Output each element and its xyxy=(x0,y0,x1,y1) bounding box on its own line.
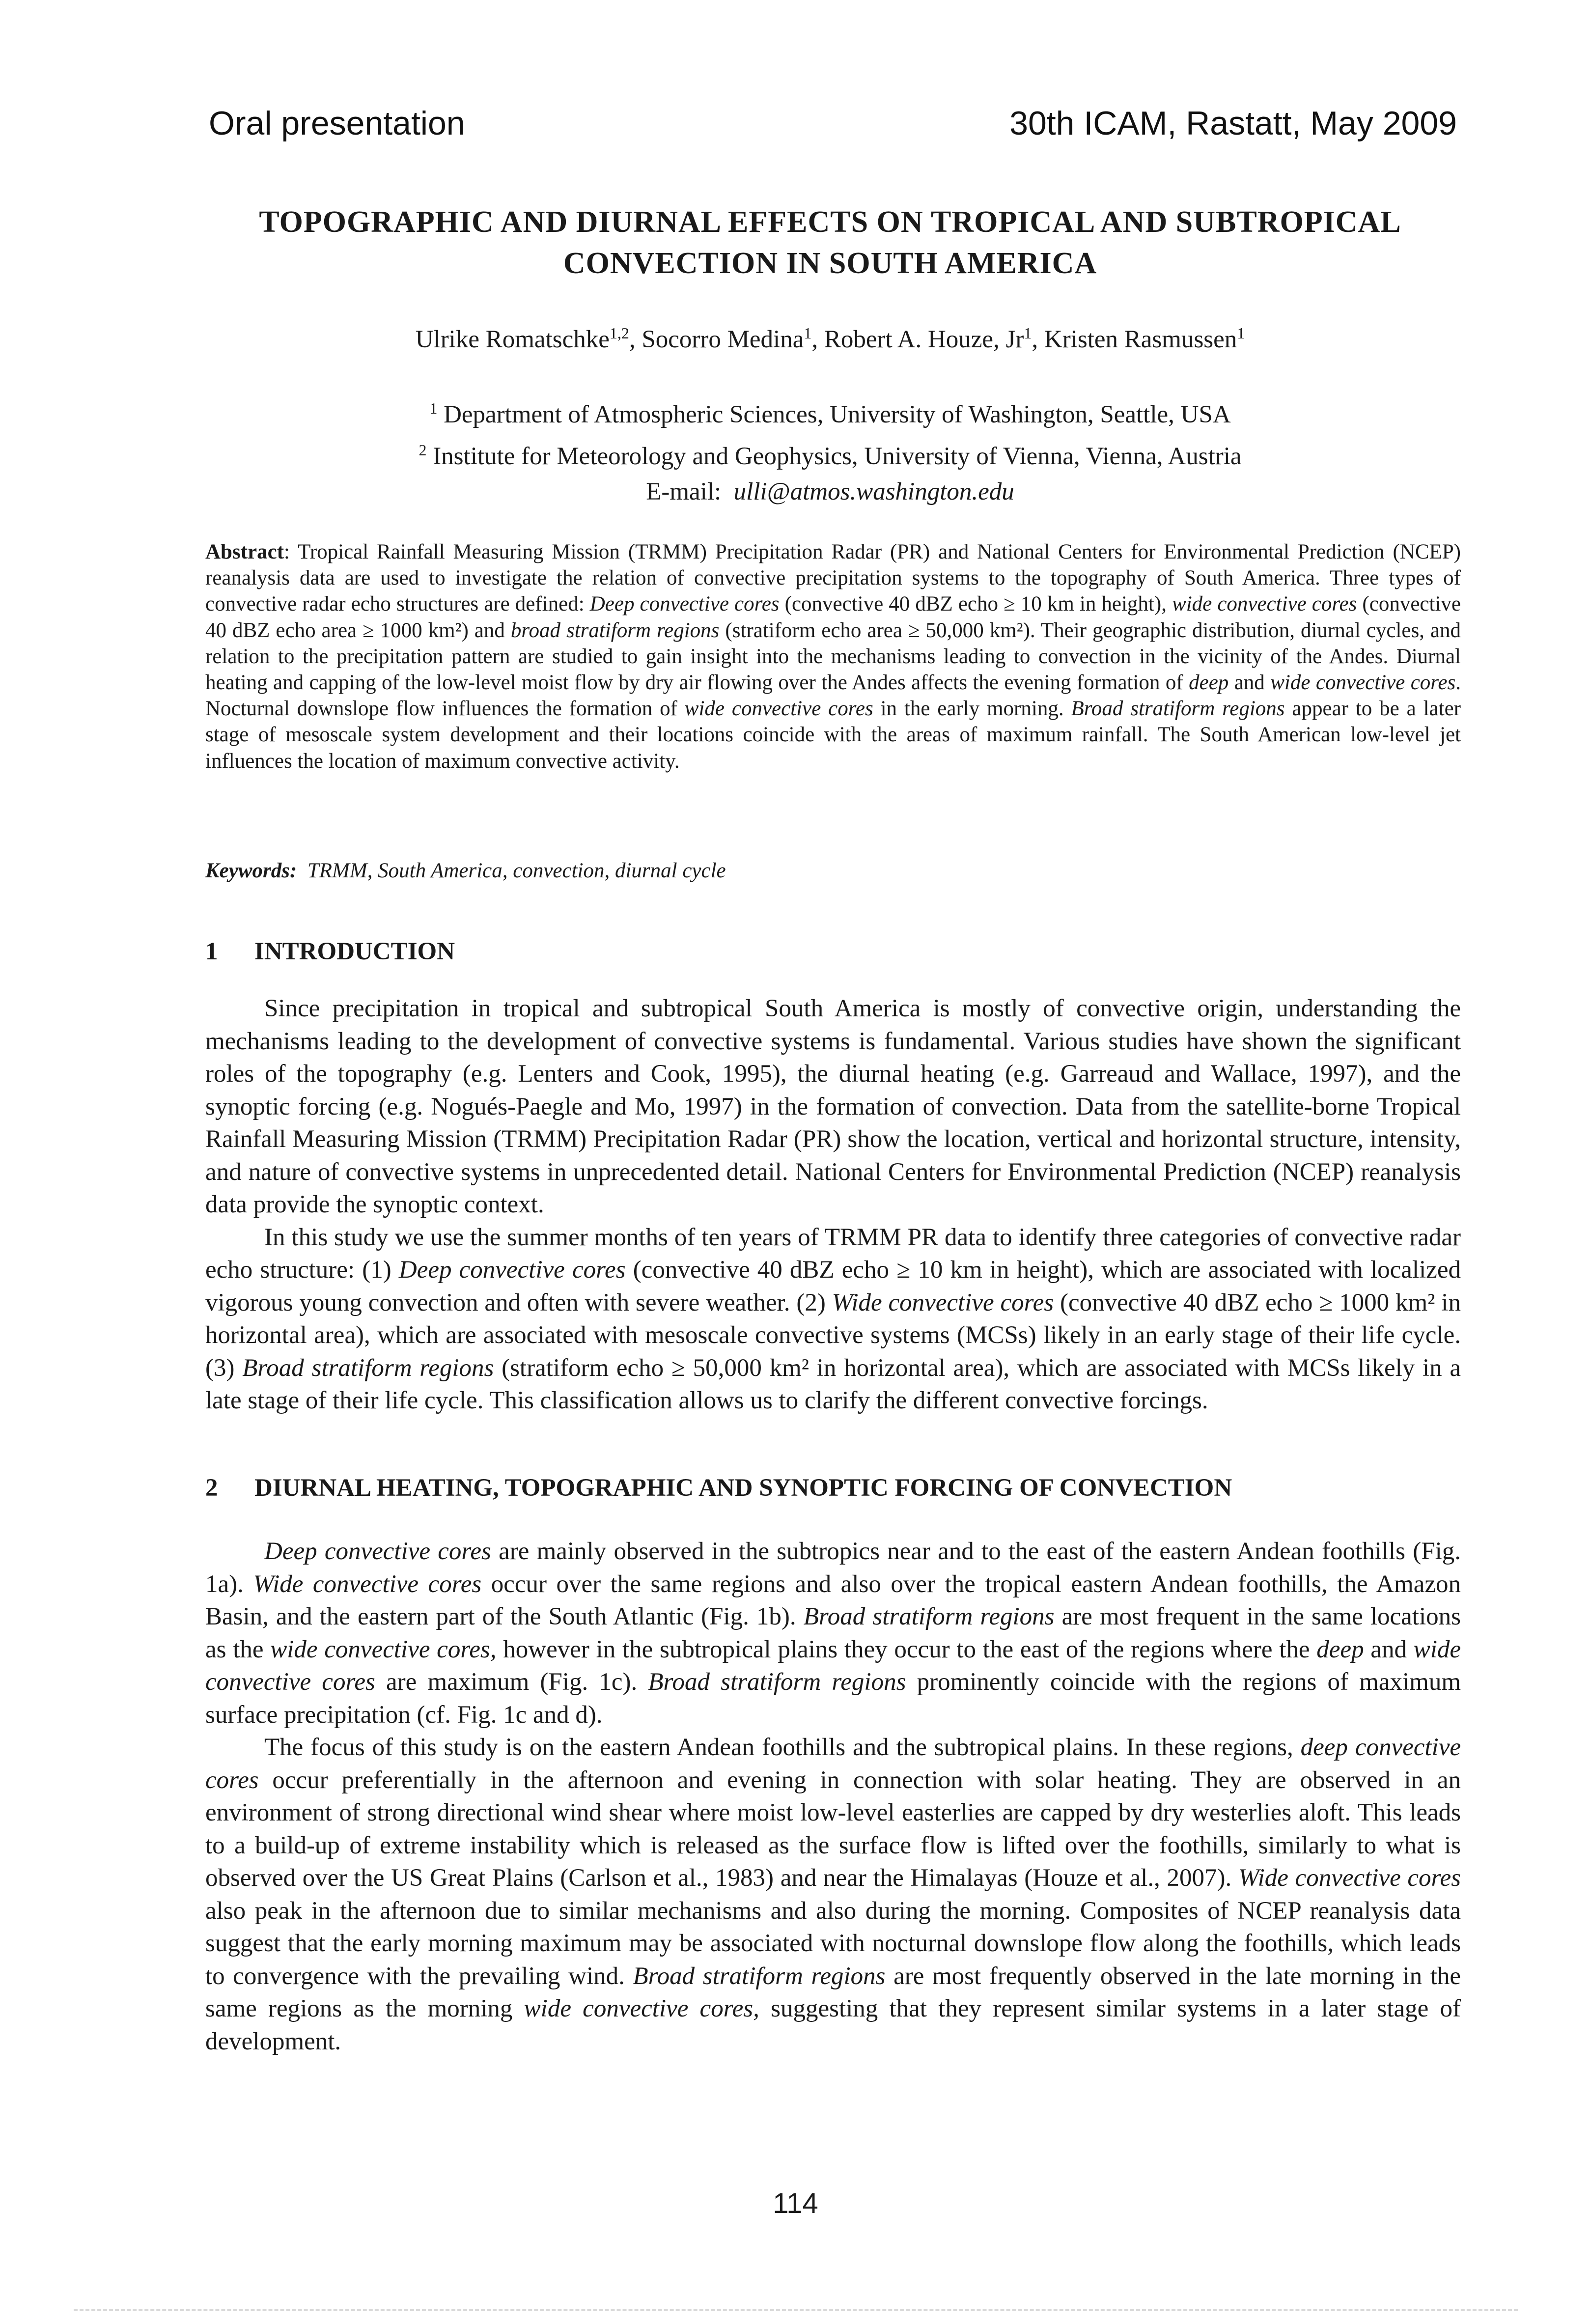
running-header-left: Oral presentation xyxy=(209,105,465,142)
affiliation-sup: 1 xyxy=(429,399,438,417)
affiliations xyxy=(196,391,1464,509)
paragraph-text: suggesting that they represent similar systems in a later stage of development. xyxy=(205,1995,1461,2055)
author-name: Ulrike Romatschke xyxy=(415,326,610,353)
affiliation-1 xyxy=(196,391,1464,432)
abstract-text: (stratiform echo area ≥ 50,000 km²). Their geographic distribution, diurnal cycles, and relation to the precipitation pattern are studied to gain insight into the mechanisms leading to convection in the vicinity of the Andes. Diurnal heating and capping of the low-level moist flow by dry air flowing over the Andes affects the evening formation of xyxy=(205,618,1461,695)
scan-edge-divider xyxy=(74,2309,1518,2314)
abstract xyxy=(205,539,1461,774)
keywords xyxy=(205,859,1461,883)
keywords-label: Keywords: xyxy=(205,859,297,882)
paper-title xyxy=(196,201,1464,284)
paragraph-text: however in the subtropical plains they occur to the east of the regions where the xyxy=(496,1635,1317,1663)
affiliation-text: Department of Atmospheric Sciences, University of Washington, Seattle, USA xyxy=(444,401,1231,428)
affiliation-sup: 2 xyxy=(419,441,427,459)
paragraph-term: wide convective cores xyxy=(205,1635,1461,1696)
paragraph-term: Broad stratiform regions xyxy=(648,1668,906,1696)
running-header-right: 30th ICAM, Rastatt, May 2009 xyxy=(1009,105,1457,142)
paragraph-term: Broad stratiform regions xyxy=(803,1603,1055,1630)
abstract-text: and xyxy=(1228,671,1271,695)
affiliation-2 xyxy=(196,432,1464,474)
paragraph-text: occur over the same regions and also over the tropical eastern Andean foothills, the Amazon Basin, and the eastern part of the South Atlantic (Fig. 1b). xyxy=(205,1570,1461,1630)
title-line-1: TOPOGRAPHIC AND DIURNAL EFFECTS ON TROPICAL AND SUBTROPICAL xyxy=(259,205,1401,239)
paragraph xyxy=(205,1535,1461,1731)
paragraph-text: The focus of this study is on the eastern Andean foothills and the subtropical plains. In these regions, xyxy=(264,1734,1301,1761)
paragraph-text: In this study we use the summer months of ten years of TRMM PR data to identify three categories of convective radar echo structure: (1) xyxy=(205,1223,1461,1284)
author-affil-sup: 1,2 xyxy=(609,324,629,342)
abstract-term: wide convective cores xyxy=(684,697,873,721)
author-affil-sup: 1 xyxy=(1024,324,1032,342)
paragraph-term: Wide convective cores xyxy=(832,1288,1054,1316)
paragraph-term: deep xyxy=(1316,1635,1364,1663)
email-line xyxy=(196,474,1464,509)
paragraph-text: occur preferentially in the afternoon and evening in connection with solar heating. They are observed in an environment of strong directional wind shear where moist low-level easterlies are capped by dry westerlies aloft. This leads to a build-up of extreme instability which is released as the surface flow is lifted over the foothills, similarly to what is observed over the US Great Plains (Carlson et al., 1983) and near the Himalayas (Houze et al., 2007). xyxy=(205,1766,1461,1892)
abstract-text: in the early morning. xyxy=(873,697,1071,721)
paragraph-term: deep convective cores xyxy=(205,1734,1461,1794)
section-heading-2 xyxy=(205,1474,1232,1502)
abstract-label: Abstract xyxy=(205,540,284,563)
email-label: E-mail: xyxy=(646,478,722,505)
abstract-term: broad stratiform regions xyxy=(510,618,720,642)
paragraph-text: are most frequently observed in the late morning in the same regions as the morning xyxy=(205,1962,1461,2022)
paragraph-term: wide convective cores, xyxy=(270,1635,497,1663)
author-affil-sup: 1 xyxy=(804,324,812,342)
paragraph-text: are most frequent in the same locations as the xyxy=(205,1603,1461,1663)
paragraph-term: Broad stratiform regions xyxy=(242,1354,494,1382)
abstract-term: wide convective cores xyxy=(1270,671,1456,695)
paragraph-text: and xyxy=(1364,1635,1414,1663)
section-heading-1 xyxy=(205,937,455,966)
title-line-2: CONVECTION IN SOUTH AMERICA xyxy=(563,247,1097,280)
abstract-term: Deep convective cores xyxy=(589,592,780,616)
abstract-text: appear to be a later stage of mesoscale system development and their locations coincide with the areas of maximum rainfall. The South American low-level jet influences the location of maximum convective activity. xyxy=(205,697,1461,773)
paragraph-term: wide convective cores, xyxy=(524,1995,759,2022)
abstract-term: deep xyxy=(1189,671,1229,695)
paragraph-term: Deep convective cores xyxy=(398,1256,626,1284)
abstract-text: (convective 40 dBZ echo ≥ 10 km in height), xyxy=(779,592,1172,616)
author-name: Kristen Rasmussen xyxy=(1044,326,1237,353)
affiliation-text: Institute for Meteorology and Geophysics, University of Vienna, Vienna, Austria xyxy=(433,443,1242,470)
paragraph xyxy=(205,1221,1461,1417)
email-address[interactable]: ulli@atmos.washington.edu xyxy=(733,478,1014,505)
abstract-text: (convective 40 dBZ echo area ≥ 1000 km²) and xyxy=(205,592,1461,642)
author-list: Ulrike Romatschke$^{1,2}$, Socorro Medina$^1$, Robert A. Houze, Jr$^1$, Kristen Rasmussen$^1$ xyxy=(415,324,1245,353)
section-number: 2 xyxy=(205,1474,218,1502)
paragraph-term: Deep convective cores xyxy=(264,1538,491,1565)
section-2-body xyxy=(205,1535,1461,2058)
section-number: 1 xyxy=(205,938,218,965)
paragraph-text: (convective 40 dBZ echo ≥ 1000 km² in horizontal area), which are associated with mesoscale convective systems (MCSs) likely in an early stage of their life cycle. (3) xyxy=(205,1288,1461,1382)
page-number: 114 xyxy=(773,2187,818,2219)
paragraph-text: prominently coincide with the regions of maximum surface precipitation (cf. Fig. 1c and d). xyxy=(205,1668,1461,1729)
paragraph-text: are mainly observed in the subtropics near and to the east of the eastern Andean foothills (Fig. 1a). xyxy=(205,1538,1461,1598)
paragraph-term: Wide convective cores xyxy=(253,1570,482,1598)
paragraph-text: are maximum (Fig. 1c). xyxy=(375,1668,648,1696)
author-name: Robert A. Houze, Jr xyxy=(824,326,1024,353)
paragraph: Since precipitation in tropical and subtropical South America is mostly of convective origin, understanding the mechanisms leading to the development of convective systems is fundamental. Various studies have shown the significant roles of the topography (e.g. Lenters and Cook, 1995), the diurnal heating (e.g. Garreaud and Wallace, 1997), and the synoptic forcing (e.g. Nogués-Paegle and Mo, 1997) in the formation of convection. Data from the satellite-borne Tropical Rainfall Measuring Mission (TRMM) Precipitation Radar (PR) show the location, vertical and horizontal structure, intensity, and nature of convective systems in unprecedented detail. National Centers for Environmental Prediction (NCEP) reanalysis data provide the synoptic context. xyxy=(205,995,1461,1218)
paragraph xyxy=(205,1731,1461,2058)
abstract-text: . Nocturnal downslope flow influences the formation of xyxy=(205,671,1461,721)
paragraph-text: also peak in the afternoon due to similar mechanisms and also during the morning. Composites of NCEP reanalysis data suggest that the early morning maximum may be associated with nocturnal downslope flow along the foothills, which leads to convergence with the prevailing wind. xyxy=(205,1897,1461,1990)
paragraph-text: (convective 40 dBZ echo ≥ 10 km in height), which are associated with localized vigorous young convection and often with severe weather. (2) xyxy=(205,1256,1461,1316)
paragraph-term: Broad stratiform regions xyxy=(633,1962,886,1990)
abstract-term: Broad stratiform regions xyxy=(1071,697,1285,721)
section-1-body xyxy=(205,992,1461,1417)
paragraph-text: (stratiform echo ≥ 50,000 km² in horizontal area), which are associated with MCSs likely in a late stage of their life cycle. This classification allows us to clarify the different convective forcings. xyxy=(205,1354,1461,1414)
section-title: DIURNAL HEATING, TOPOGRAPHIC AND SYNOPTIC FORCING OF CONVECTION xyxy=(254,1474,1232,1502)
abstract-text: : Tropical Rainfall Measuring Mission (TRMM) Precipitation Radar (PR) and National Centers for Environmental Prediction (NCEP) reanalysis data are used to investigate the relation of convective precipitation systems to the topography of South America. Three types of convective radar echo structures are defined: xyxy=(205,540,1461,616)
abstract-term: wide convective cores xyxy=(1172,592,1357,616)
section-title: INTRODUCTION xyxy=(254,938,455,965)
paragraph-term: Wide convective cores xyxy=(1238,1864,1461,1892)
keywords-text: TRMM, South America, convection, diurnal cycle xyxy=(307,859,726,882)
author-affil-sup: 1 xyxy=(1237,324,1245,342)
author-name: Socorro Medina xyxy=(642,326,804,353)
